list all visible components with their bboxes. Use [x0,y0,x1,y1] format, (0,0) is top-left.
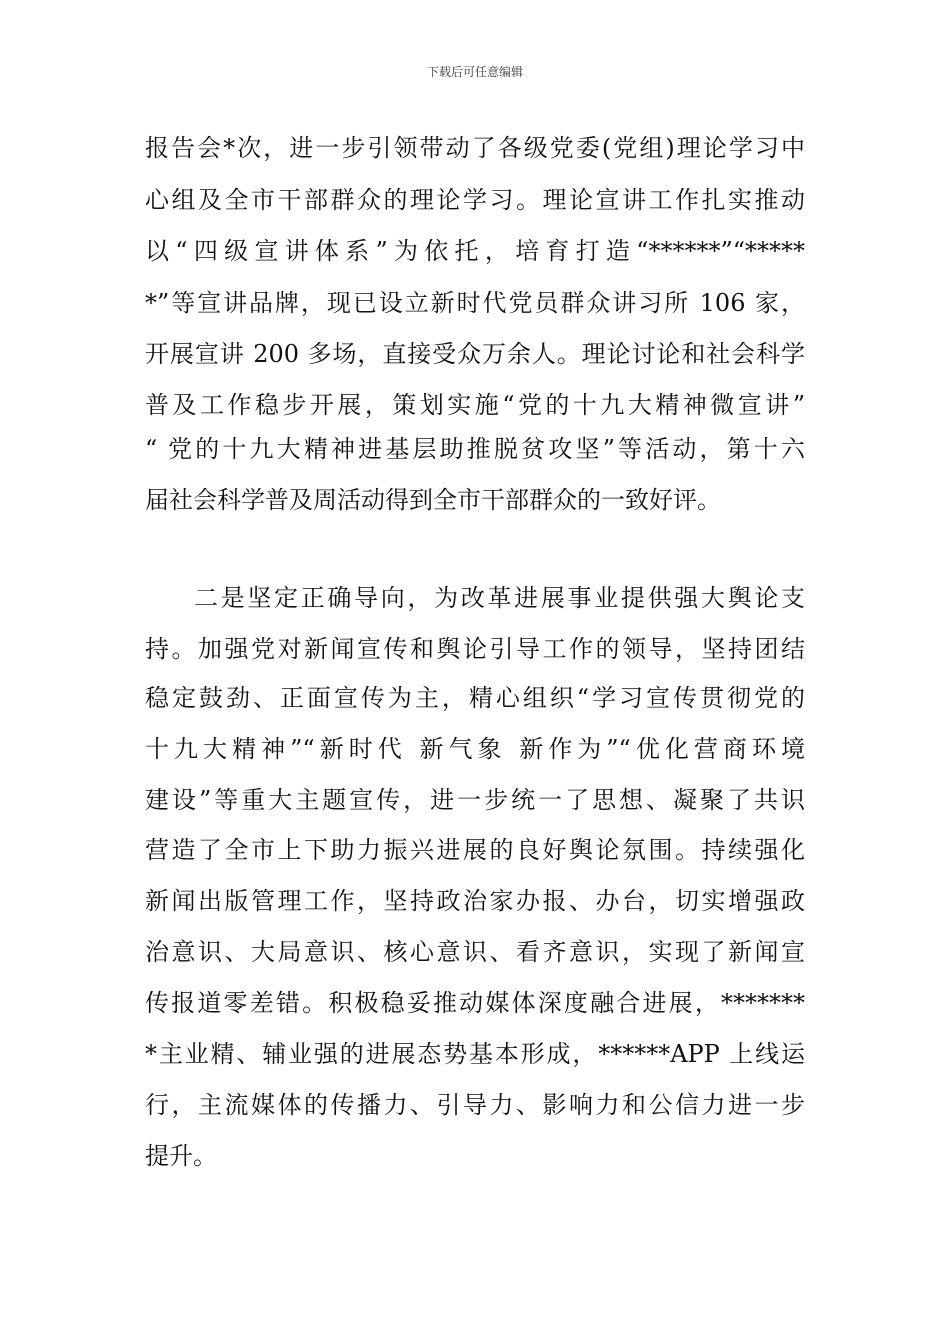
paragraph-line: 十九大精神”“新时代 新气象 新作为”“优化营商环境 [145,735,805,763]
paragraph-line: 传报道零差错。积极稳妥推动媒体深度融合进展，******* [145,989,805,1017]
paragraph-line: 二是坚定正确导向，为改革进展事业提供强大舆论支 [194,584,805,612]
paragraph-line: 行，主流媒体的传播力、引导力、影响力和公信力进一步 [145,1091,805,1119]
paragraph-line: 建设”等重大主题宣传，进一步统一了思想、凝聚了共识 [145,786,805,814]
paragraph-line: *主业精、辅业强的进展态势基本形成，******APP 上线运 [145,1040,805,1068]
paragraph-line: 普及工作稳步开展，策划实施“党的十九大精神微宣讲” [145,391,805,419]
paragraph-line: 提升。 [145,1142,217,1170]
paragraph-line: *”等宣讲品牌，现已设立新时代党员群众讲习所 106 家， [145,289,805,317]
paragraph-line: 报告会*次，进一步引领带动了各级党委(党组)理论学习中 [145,134,805,162]
paragraph-line: 稳定鼓劲、正面宣传为主，精心组织“学习宣传贯彻党的 [145,684,805,712]
page-header: 下载后可任意编辑 [426,65,523,79]
paragraph-line: 以“四级宣讲体系”为依托，培育打造“******”“***** [145,237,805,265]
paragraph-line: 治意识、大局意识、核心意识、看齐意识，实现了新闻宣 [145,938,805,966]
paragraph-line: 持。加强党对新闻宣传和舆论引导工作的领导，坚持团结 [145,635,805,663]
paragraph-line: 心组及全市干部群众的理论学习。理论宣讲工作扎实推动 [145,186,805,214]
paragraph-line: 营造了全市上下助力振兴进展的良好舆论氛围。持续强化 [145,836,805,864]
paragraph-line: 届社会科学普及周活动得到全市干部群众的一致好评。 [145,486,721,514]
paragraph-line: 新闻出版管理工作，坚持政治家办报、办台，切实增强政 [145,887,805,915]
paragraph-line: 开展宣讲 200 多场，直接受众万余人。理论讨论和社会科学 [145,340,805,368]
paragraph-line: “ 党的十九大精神进基层助推脱贫攻坚”等活动，第十六 [145,435,805,463]
